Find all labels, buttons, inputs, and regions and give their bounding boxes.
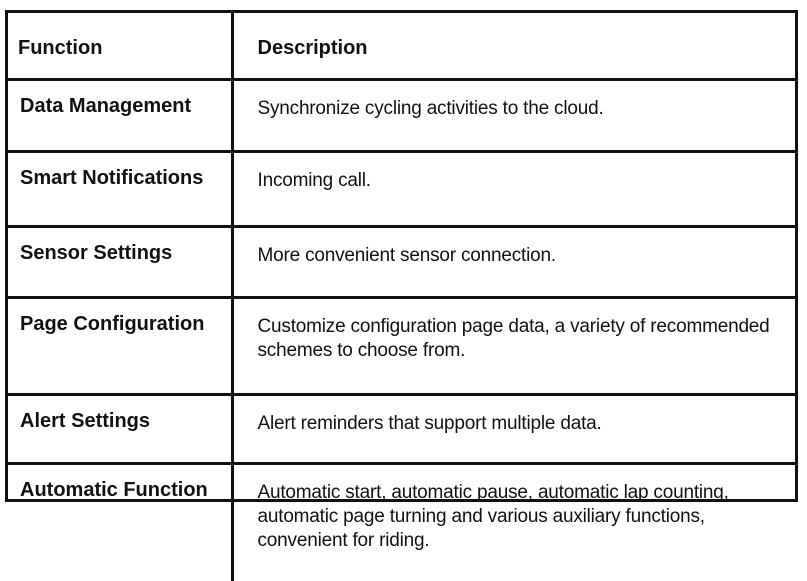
- function-cell: Sensor Settings: [8, 226, 232, 297]
- function-table: [8, 13, 795, 581]
- function-cell: Smart Notifications: [8, 151, 232, 226]
- table-row: [8, 297, 795, 394]
- table-row: [8, 151, 795, 226]
- function-cell: Data Management: [8, 79, 232, 151]
- table-row: [8, 463, 795, 581]
- table-row: [8, 226, 795, 297]
- table-header-row: [8, 13, 795, 79]
- table-row: [8, 394, 795, 463]
- description-cell: Alert reminders that support multiple data.: [232, 394, 795, 463]
- function-cell: Page Configuration: [8, 297, 232, 394]
- description-cell: Synchronize cycling activities to the cloud.: [232, 79, 795, 151]
- function-cell: Automatic Function: [8, 463, 232, 581]
- header-function: Function: [8, 13, 232, 79]
- description-cell: Incoming call.: [232, 151, 795, 226]
- header-description: Description: [232, 13, 795, 79]
- function-table-frame: [5, 10, 798, 551]
- description-cell: Customize configuration page data, a variety of recommended schemes to choose from.: [232, 297, 795, 394]
- description-cell: Automatic start, automatic pause, automatic lap counting, automatic page turning and various auxiliary functions, convenient for riding.: [232, 463, 795, 581]
- table-row: [8, 79, 795, 151]
- function-cell: Alert Settings: [8, 394, 232, 463]
- description-cell: More convenient sensor connection.: [232, 226, 795, 297]
